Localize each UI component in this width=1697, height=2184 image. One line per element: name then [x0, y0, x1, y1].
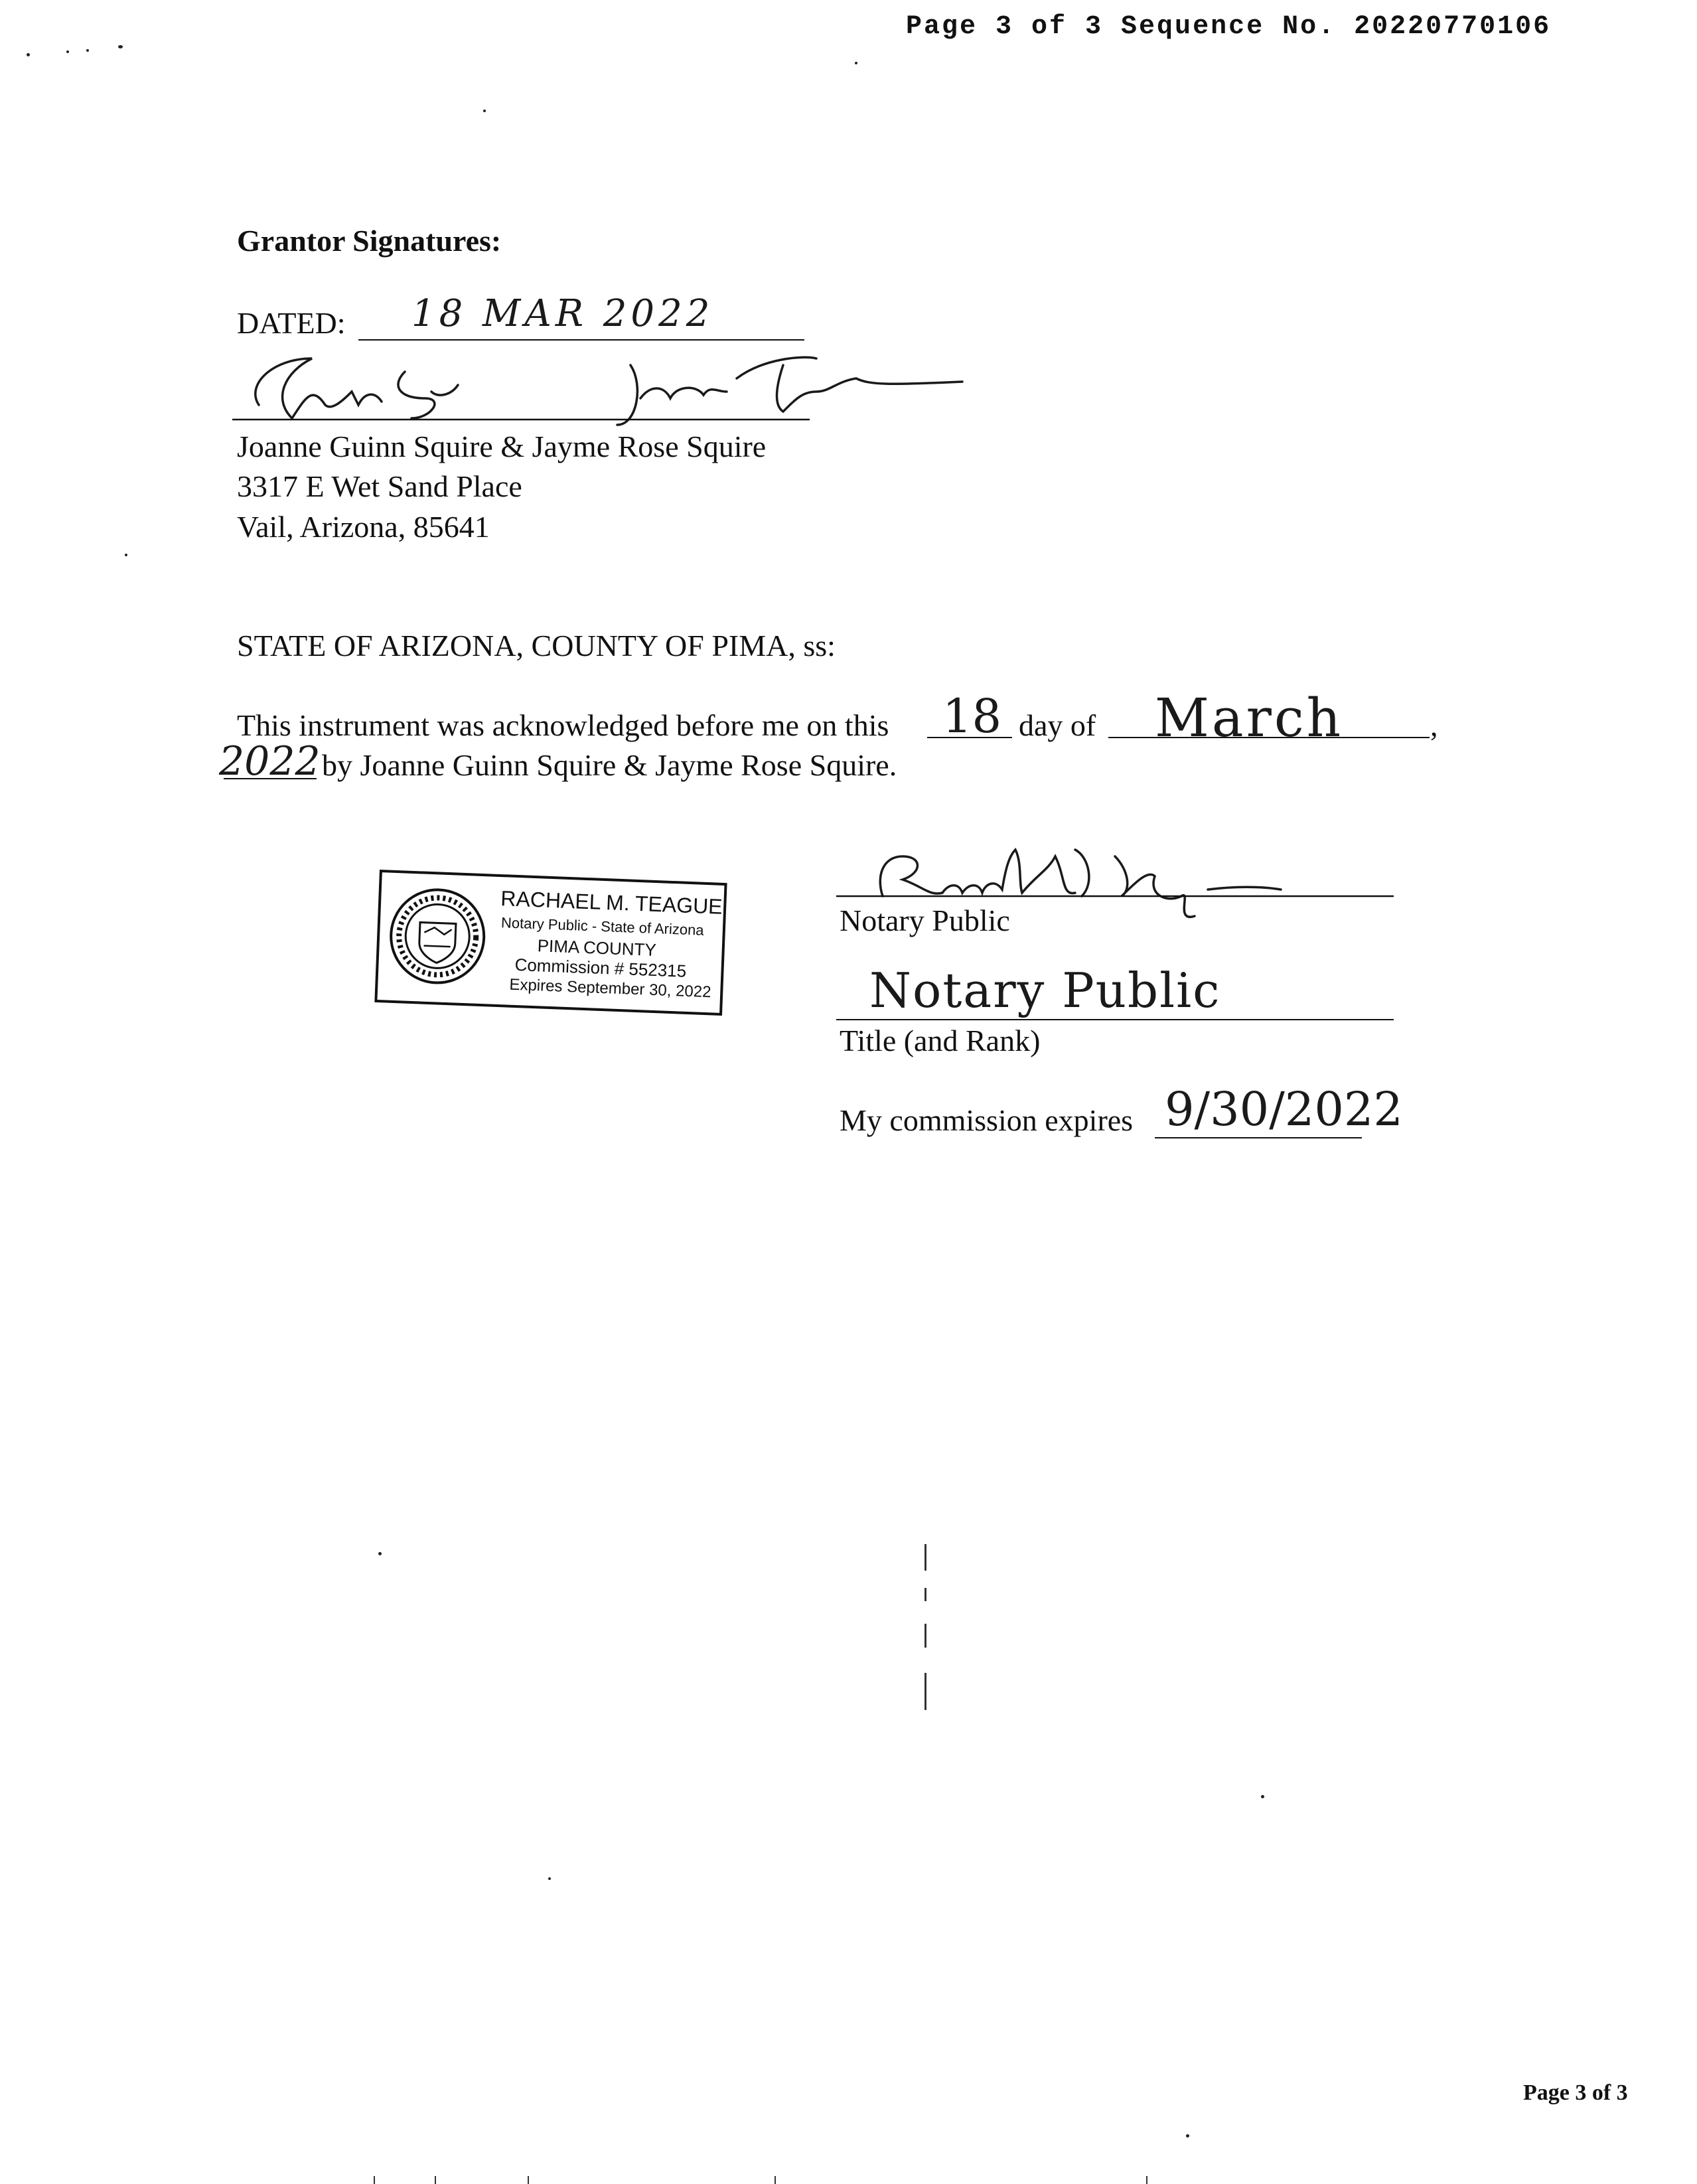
title-underline — [836, 1019, 1394, 1020]
grantor-heading: Grantor Signatures: — [237, 224, 502, 258]
scan-mark — [924, 1544, 926, 1571]
scan-mark — [435, 2176, 436, 2184]
grantor-names: Joanne Guinn Squire & Jayme Rose Squire — [237, 429, 767, 463]
commission-label: My commission expires — [840, 1103, 1134, 1137]
venue-line: STATE OF ARIZONA, COUNTY OF PIMA, ss: — [237, 629, 836, 663]
year-handwritten: 2022 — [219, 738, 321, 785]
stamp-expires: Expires September 30, 2022 — [508, 975, 711, 1002]
month-handwritten: March — [1155, 687, 1344, 749]
dated-label: DATED: — [237, 306, 346, 340]
scan-mark — [924, 1673, 926, 1710]
notary-role-label: Notary Public — [840, 903, 1010, 937]
notary-stamp — [374, 870, 727, 1016]
scan-mark — [374, 2176, 375, 2184]
scan-mark — [924, 1588, 926, 1601]
stamp-commission: Commission # 552315 — [514, 954, 687, 981]
scan-mark — [528, 2176, 529, 2184]
ack-comma: , — [1430, 708, 1438, 742]
scan-speck — [1186, 2134, 1189, 2138]
commission-handwritten: 9/30/2022 — [1165, 1082, 1403, 1136]
dated-handwritten: 18 MAR 2022 — [411, 292, 714, 335]
scan-speck — [378, 1552, 382, 1555]
scan-speck — [125, 554, 127, 556]
grantor-signatures — [232, 345, 969, 431]
commission-underline — [1155, 1137, 1362, 1138]
grantor-address-line-2: Vail, Arizona, 85641 — [237, 510, 490, 544]
scan-speck — [1261, 1795, 1264, 1798]
state-seal-icon — [386, 885, 489, 988]
scan-speck — [855, 62, 857, 64]
page-number-footer: Page 3 of 3 — [1523, 2080, 1628, 2105]
scan-speck — [548, 1877, 551, 1880]
signature-jayme-squire — [617, 365, 727, 425]
scan-mark — [775, 2176, 776, 2184]
scan-mark — [1146, 2176, 1147, 2184]
scan-mark — [924, 1624, 926, 1648]
dated-underline — [358, 339, 804, 341]
day-handwritten: 18 — [942, 689, 1002, 743]
scan-speck — [27, 53, 30, 56]
grantor-address-line-1: 3317 E Wet Sand Place — [237, 469, 522, 503]
stamp-county: PIMA COUNTY — [537, 935, 657, 961]
title-label: Title (and Rank) — [840, 1024, 1041, 1057]
scan-speck — [118, 45, 123, 48]
scan-speck — [483, 110, 486, 112]
ack-day-of: day of — [1019, 708, 1096, 742]
ack-text-2: by Joanne Guinn Squire & Jayme Rose Squire. — [322, 748, 897, 782]
scan-speck — [66, 50, 69, 53]
signature-joanne-squire — [256, 358, 382, 418]
stamp-title: Notary Public - State of Arizona — [500, 914, 705, 939]
title-handwritten: Notary Public — [869, 963, 1221, 1018]
scan-speck — [86, 49, 89, 52]
stamp-name: RACHAEL M. TEAGUE — [500, 886, 723, 919]
ack-text-1: This instrument was acknowledged before me on this — [237, 708, 889, 742]
sequence-header: Page 3 of 3 Sequence No. 20220770106 — [906, 12, 1552, 42]
